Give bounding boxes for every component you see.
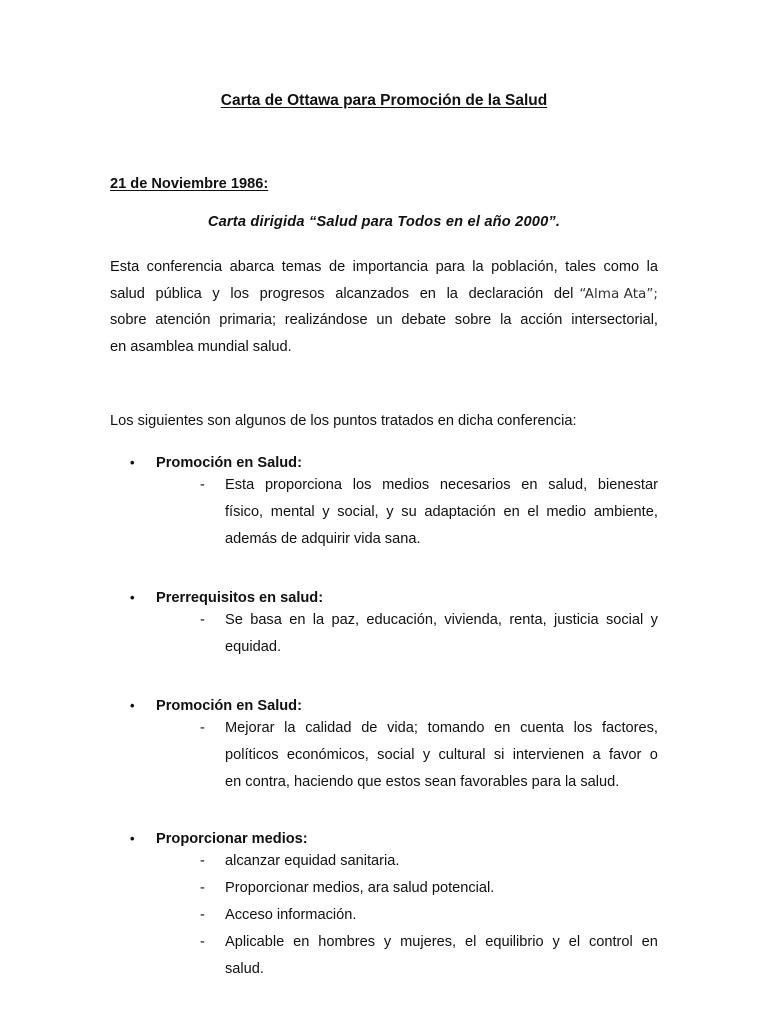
paragraph-line: en asamblea mundial salud. — [110, 338, 292, 355]
section-heading — [130, 831, 308, 847]
dash-icon: - — [200, 934, 205, 950]
section-heading — [130, 455, 302, 471]
dash-icon: - — [200, 907, 205, 923]
list-item — [200, 720, 658, 747]
word: declaración — [468, 285, 544, 302]
paragraph-line — [110, 281, 658, 308]
list-item-continuation: políticos económicos, social y cultural si intervienen a favor o — [225, 747, 658, 763]
section-heading-text: Prerrequisitos en salud: — [156, 590, 324, 606]
list-item — [200, 477, 658, 504]
dash-icon: - — [200, 880, 205, 896]
bullet-icon: • — [130, 590, 135, 605]
section-items — [200, 853, 658, 988]
section-heading-text: Proporcionar medios: — [156, 831, 308, 847]
section-heading-text: Promoción en Salud: — [156, 698, 302, 714]
list-item — [200, 934, 658, 961]
document-date: 21 de Noviembre 1986: — [110, 176, 269, 192]
intro-paragraph — [110, 254, 658, 360]
page-title: Carta de Ottawa para Promoción de la Salud — [220, 92, 548, 109]
list-item-continuation: en contra, haciendo que estos sean favorables para la salud. — [225, 774, 620, 790]
list-item — [200, 612, 658, 639]
dash-icon: - — [200, 612, 205, 628]
section-items — [200, 720, 658, 801]
list-item-text: alcanzar equidad sanitaria. — [225, 853, 400, 869]
bullet-icon: • — [130, 698, 135, 713]
list-item-continuation: físico, mental y social, y su adaptación en el medio ambiente, — [225, 504, 658, 520]
word: y — [212, 285, 220, 302]
dash-icon: - — [200, 477, 205, 493]
alma-ata-quote: “Alma Ata”; — [579, 285, 658, 302]
dash-icon: - — [200, 853, 205, 869]
word: pública — [155, 285, 202, 302]
bullet-icon: • — [130, 831, 135, 846]
dash-icon: - — [200, 720, 205, 736]
list-item-continuation: equidad. — [225, 639, 281, 655]
list-item-text: Proporcionar medios, ara salud potencial. — [225, 880, 495, 896]
word: los — [230, 285, 250, 302]
paragraph-line: sobre atención primaria; realizándose un debate sobre la acción intersectorial, — [110, 312, 658, 328]
list-item — [200, 853, 658, 880]
section-heading — [130, 590, 323, 606]
word: salud — [110, 285, 145, 302]
document-subtitle: Carta dirigida “Salud para Todos en el año 2000”. — [207, 214, 561, 230]
word: en — [419, 285, 436, 302]
list-item — [200, 907, 658, 934]
paragraph-line: Esta conferencia abarca temas de importancia para la población, tales como la — [110, 259, 658, 275]
list-item-text: Acceso información. — [225, 907, 357, 923]
word: la — [446, 285, 458, 302]
word: alcanzados — [335, 285, 410, 302]
list-item-text: Mejorar la calidad de vida; tomando en cuenta los factores, — [225, 720, 658, 736]
list-item-text: Se basa en la paz, educación, vivienda, renta, justicia social y — [225, 612, 658, 628]
section-heading-text: Promoción en Salud: — [156, 455, 302, 471]
list-item-text: Esta proporciona los medios necesarios en salud, bienestar — [225, 477, 658, 493]
section-items — [200, 477, 658, 558]
list-item-continuation: salud. — [225, 961, 264, 977]
section-items — [200, 612, 658, 666]
word: del — [553, 285, 574, 302]
section-heading — [130, 698, 302, 714]
points-intro: Los siguientes son algunos de los puntos tratados en dicha conferencia: — [110, 413, 577, 429]
word: progresos — [259, 285, 325, 302]
list-item-continuation: además de adquirir vida sana. — [225, 531, 421, 547]
list-item — [200, 880, 658, 907]
list-item-text: Aplicable en hombres y mujeres, el equilibrio y el control en — [225, 934, 658, 950]
bullet-icon: • — [130, 455, 135, 470]
paragraph-line-text — [110, 281, 573, 308]
